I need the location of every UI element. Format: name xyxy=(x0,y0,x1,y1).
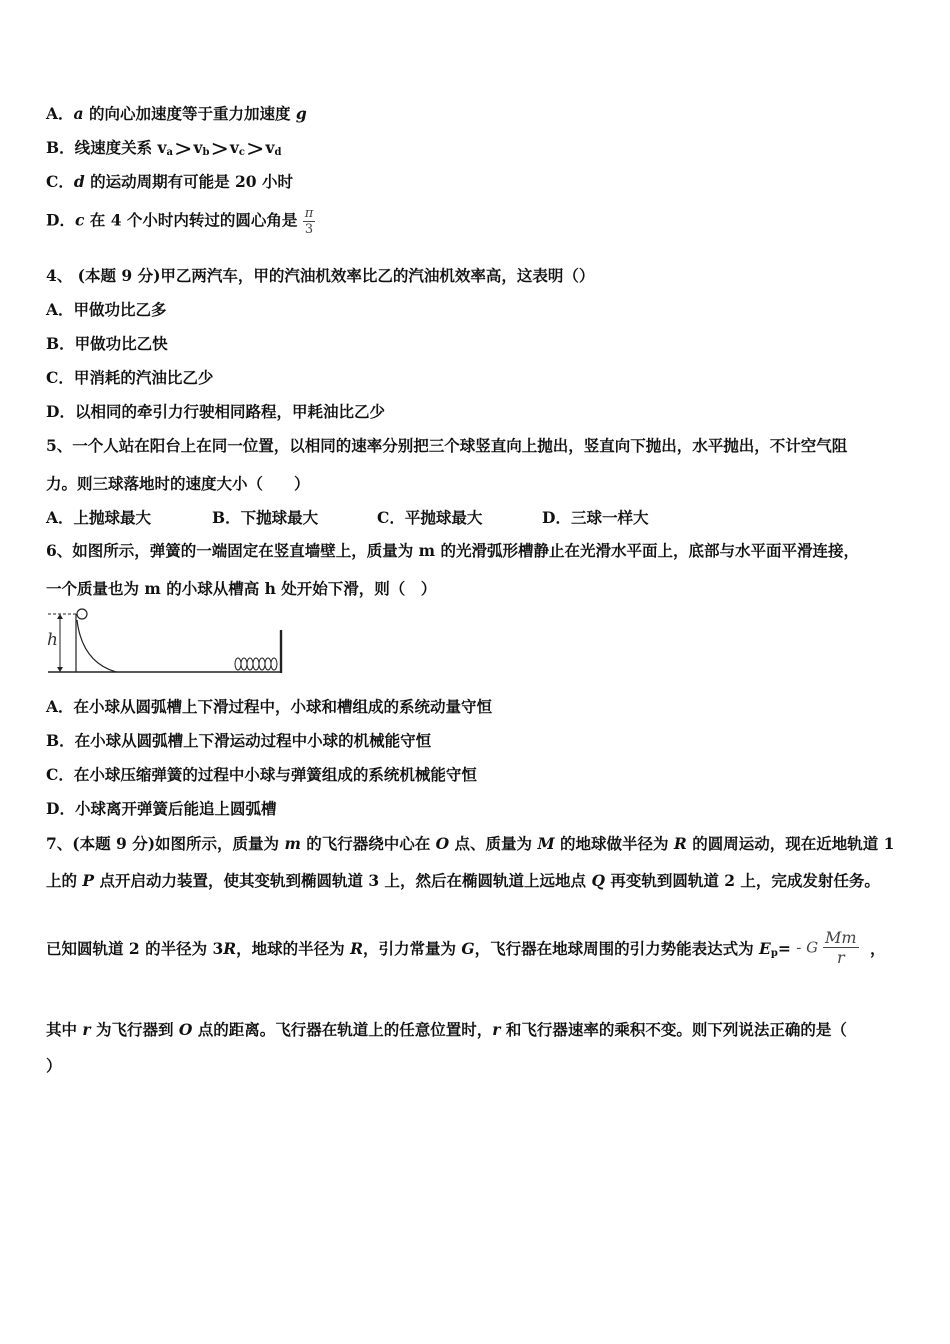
q4-option-a: A．甲做功比乙多 xyxy=(46,300,167,319)
q5-option-b: B．下抛球最大 xyxy=(212,508,319,527)
q7-stem-line1: 7、(本题 9 分)如图所示，质量为 m 的飞行器绕中心在 O 点、质量为 M 的地球做半径为 R 的圆周运动，现在近地轨道 1 xyxy=(46,834,895,853)
q7-stem-line2: 上的 P 点开启动力装置，使其变轨到椭圆轨道 3 上，然后在椭圆轨道上远地点 Q 再变轨到圆轨道 2 上，完成发射任务。 xyxy=(46,871,880,890)
q7-stem-line3: 已知圆轨道 2 的半径为 3R，地球的半径为 R，引力常量为 G，飞行器在地球周围的引力势能表达式为 $E_p= - G$ $\frac{Mm}{r}$ ， xyxy=(46,928,886,967)
height-label: h xyxy=(47,630,58,650)
option-c: C．d 的运动周期有可能是 20 小时 xyxy=(46,172,293,191)
q7-stem-line5: ） xyxy=(46,1056,62,1075)
option-b: B．线速度关系 $v_a>v_b>v_c>v_d$ xyxy=(46,137,282,162)
q4-stem: 4、 (本题 9 分)甲乙两汽车，甲的汽油机效率比乙的汽油机效率高，这表明（） xyxy=(46,266,595,285)
q6-option-b: B．在小球从圆弧槽上下滑运动过程中小球的机械能守恒 xyxy=(46,731,432,750)
q6-option-c: C．在小球压缩弹簧的过程中小球与弹簧组成的系统机械能守恒 xyxy=(46,765,477,784)
var-g: g xyxy=(295,104,307,123)
q7-stem-line4: 其中 r 为飞行器到 O 点的距离。飞行器在轨道上的任意位置时，r 和飞行器速率的乘积不变。则下列说法正确的是（ xyxy=(46,1020,847,1039)
q4-option-b: B．甲做功比乙快 xyxy=(46,334,168,353)
q5-option-c: C．平抛球最大 xyxy=(377,508,483,527)
q6-option-a: A．在小球从圆弧槽上下滑过程中，小球和槽组成的系统动量守恒 xyxy=(46,697,493,716)
q4-option-c: C．甲消耗的汽油比乙少 xyxy=(46,368,214,387)
q5-options xyxy=(46,506,648,528)
option-d: D．c 在 4 个小时内转过的圆心角是 $\frac{\pi}{3}$ xyxy=(46,206,314,237)
q5-stem-line1: 5、一个人站在阳台上在同一位置，以相同的速率分别把三个球竖直向上抛出，竖直向下抛出，水平抛出，不计空气阻 xyxy=(46,436,848,455)
q5-option-a: A．上抛球最大 xyxy=(46,508,152,527)
potential-energy-formula: - G $\frac{Mm}{r}$ xyxy=(796,928,857,967)
q6-option-d: D．小球离开弹簧后能追上圆弧槽 xyxy=(46,799,277,818)
q6-stem-line1: 6、如图所示，弹簧的一端固定在竖直墙壁上，质量为 m 的光滑弧形槽静止在光滑水平面上，底部与水平面平滑连接， xyxy=(46,541,859,560)
q6-stem-line2: 一个质量也为 m 的小球从槽高 h 处开始下滑，则（ ） xyxy=(46,579,437,598)
option-a: A．a 的向心加速度等于重力加速度 g xyxy=(46,104,307,123)
q5-option-d: D．三球一样大 xyxy=(542,508,649,527)
q4-option-d: D．以相同的牵引力行驶相同路程，甲耗油比乙少 xyxy=(46,402,385,421)
pi-over-3-fraction: $\frac{\pi}{3}$ xyxy=(304,206,314,237)
q5-stem-line2: 力。则三球落地时的速度大小（ ） xyxy=(46,474,310,493)
slope-spring-figure xyxy=(46,606,296,682)
var-a: a xyxy=(73,104,84,123)
